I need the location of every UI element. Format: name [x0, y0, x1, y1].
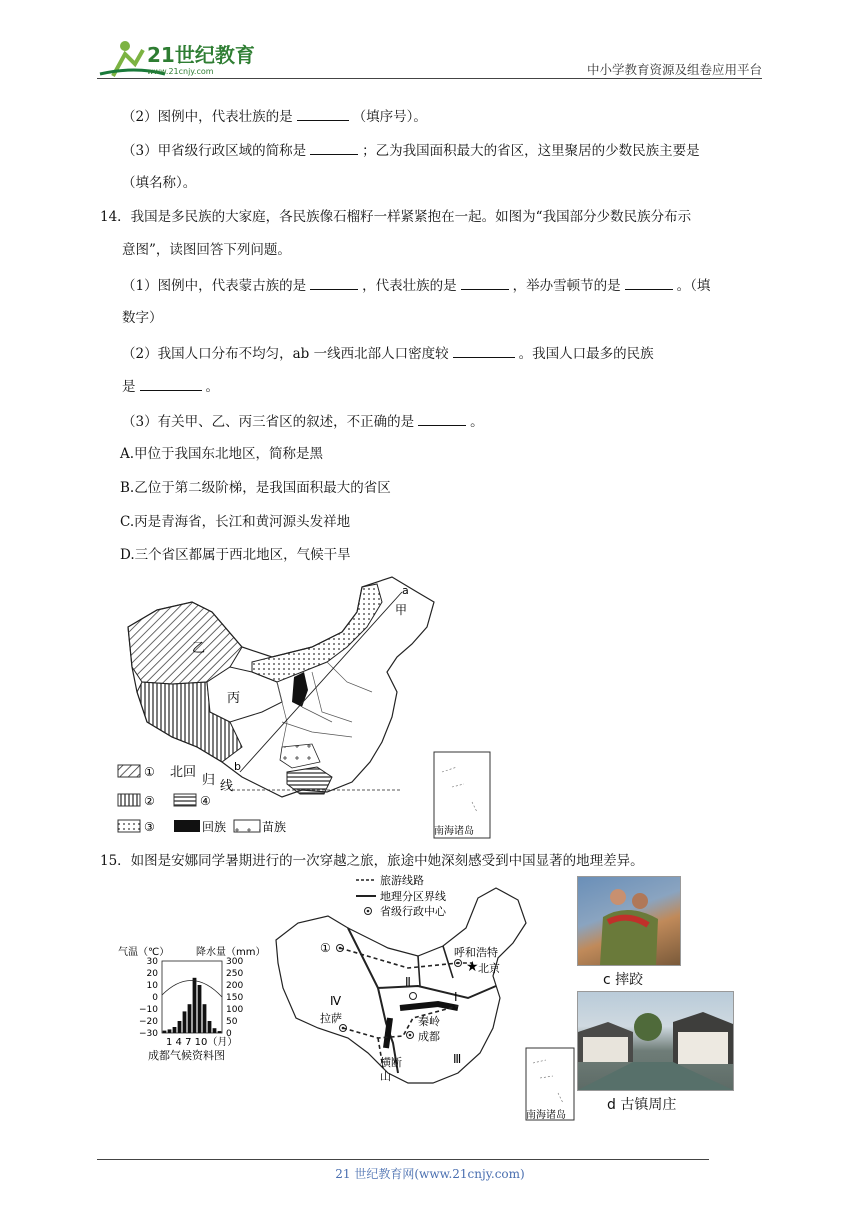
precip-tick: 100 — [226, 1005, 244, 1015]
platform-name: 中小学教育资源及组卷应用平台 — [586, 62, 762, 77]
city-beijing: 北京 — [478, 962, 500, 975]
temp-tick: −20 — [139, 1017, 158, 1027]
temp-tick: 20 — [146, 969, 158, 979]
precip-bar — [183, 1011, 187, 1033]
precip-bar — [193, 978, 197, 1033]
legend-1: ① — [144, 765, 155, 779]
q14-stem-cont: 意图”，读图回答下列问题。 — [122, 242, 291, 258]
q13-part3: （3）甲省级行政区域的简称是 ；乙为我国面积最大的省区，这里聚居的少数民族主要是 — [122, 140, 700, 161]
logo-text: 21世纪教育 — [147, 43, 255, 67]
temp-tick: −30 — [139, 1029, 158, 1039]
chengdu-climate-chart — [118, 945, 278, 1065]
caption-zhouzhuang: d 古镇周庄 — [607, 1097, 677, 1113]
region-IV: Ⅳ — [330, 994, 342, 1008]
precip-tick: 250 — [226, 969, 244, 979]
region-I: Ⅰ — [454, 990, 458, 1004]
legend-4: ④ — [200, 794, 211, 808]
hengduan-mountains — [386, 1018, 390, 1048]
climate-title: 成都气候资料图 — [148, 1049, 225, 1062]
climate-months: 1 4 7 10（月） — [166, 1037, 238, 1048]
q14-part1: （1）图例中，代表蒙古族的是 ，代表壮族的是 ，举办雪顿节的是 。（填 — [122, 275, 710, 296]
q15-stem: 15．如图是安娜同学暑期进行的一次穿越之旅，旅途中她深刻感受到中国显著的地理差异。 — [100, 853, 644, 869]
climate-plot-frame — [162, 961, 222, 1033]
inset-label: 南海诸岛 — [434, 826, 474, 837]
label-qinling: 秦岭 — [418, 1015, 440, 1028]
tropic-1: 北回 — [170, 765, 197, 780]
option-a: A.甲位于我国东北地区，简称是黑 — [120, 446, 324, 462]
q14-part1-cont: 数字） — [122, 310, 163, 326]
city-chengdu: 成都 — [418, 1030, 440, 1043]
photo-wrestling — [577, 876, 681, 966]
precip-bar — [203, 1004, 207, 1033]
precip-tick: 200 — [226, 981, 244, 991]
precip-bar — [208, 1021, 212, 1033]
logo-url: www.21cnjy.com — [147, 67, 214, 76]
city-lhasa: 拉萨 — [320, 1012, 342, 1025]
precip-bar — [198, 985, 202, 1033]
precip-tick: 50 — [226, 1017, 238, 1027]
precip-tick: 150 — [226, 993, 244, 1003]
footer-divider — [97, 1159, 709, 1160]
precip-bar — [178, 1021, 182, 1033]
label-jia: 甲 — [395, 603, 408, 617]
label-hengduan: 横断 — [380, 1056, 402, 1069]
precip-bar — [213, 1028, 217, 1033]
temp-tick: 10 — [146, 981, 158, 991]
q14-stem: 14．我国是多民族的大家庭，各民族像石榴籽一样紧紧抱在一起。如图为“我国部分少数民族分布示 — [100, 209, 692, 225]
climate-ylabel-left: 气温（℃） — [118, 947, 170, 958]
label-bing: 丙 — [227, 691, 241, 706]
qinling-mountains — [400, 1004, 458, 1008]
label-a: a — [402, 584, 409, 597]
site-logo — [95, 36, 260, 80]
label-hengduan-2: 山 — [380, 1070, 391, 1083]
header-divider — [97, 78, 762, 79]
label-yi: 乙 — [192, 641, 206, 656]
legend-boundary: 地理分区界线 — [380, 890, 446, 903]
precip-tick: 0 — [226, 1029, 232, 1039]
option-d: D.三个省区都属于西北地区，气候干旱 — [120, 547, 351, 563]
travel-route-map — [268, 868, 578, 1124]
region-II: Ⅱ — [405, 975, 411, 989]
label-b: b — [234, 760, 241, 773]
tropic-3: 线 — [220, 779, 234, 794]
q13-part3-cont: （填名称）。 — [122, 175, 197, 191]
temp-tick: −10 — [139, 1005, 158, 1015]
legend-capital: 省级行政中心 — [380, 905, 446, 918]
legend-miao: 苗族 — [262, 820, 287, 834]
q14-part2-cont: 是 。 — [122, 376, 219, 397]
precip-bar — [173, 1027, 177, 1033]
caption-wrestling: c 摔跤 — [603, 972, 644, 988]
precip-bar — [218, 1031, 222, 1033]
q13-part2: （2）图例中，代表壮族的是 （填序号）。 — [122, 106, 427, 127]
city-1: ① — [320, 941, 331, 955]
beijing-star: ★ — [466, 959, 479, 975]
precip-bar — [168, 1029, 172, 1033]
precip-tick: 300 — [226, 957, 244, 967]
precip-bar — [188, 1004, 192, 1033]
photo-zhouzhuang — [577, 991, 734, 1091]
q14-part2: （2）我国人口分布不均匀，ab 一线西北部人口密度较 。我国人口最多的民族 — [122, 343, 654, 364]
inset-label-2: 南海诸岛 — [526, 1110, 566, 1121]
option-b: B.乙位于第二级阶梯，是我国面积最大的省区 — [120, 480, 391, 496]
option-c: C.丙是青海省，长江和黄河源头发祥地 — [120, 514, 351, 530]
temp-tick: 0 — [152, 993, 158, 1003]
legend-hui: 回族 — [202, 820, 227, 834]
temperature-curve — [162, 980, 222, 997]
city-hohhot: 呼和浩特 — [454, 946, 498, 959]
legend-2: ② — [144, 794, 155, 808]
tropic-2: 归 — [202, 773, 216, 788]
region-III: Ⅲ — [453, 1052, 462, 1066]
q14-part3: （3）有关甲、乙、丙三省区的叙述，不正确的是 。 — [122, 411, 484, 432]
footer-text: 21 世纪教育网(www.21cnjy.com) — [335, 1167, 525, 1181]
precip-bar — [163, 1031, 167, 1033]
legend-route: 旅游线路 — [380, 874, 424, 887]
ethnic-distribution-map — [112, 572, 492, 842]
temp-tick: 30 — [146, 957, 158, 967]
legend-3: ③ — [144, 820, 155, 834]
climate-ylabel-right: 降水量（mm） — [196, 947, 266, 958]
